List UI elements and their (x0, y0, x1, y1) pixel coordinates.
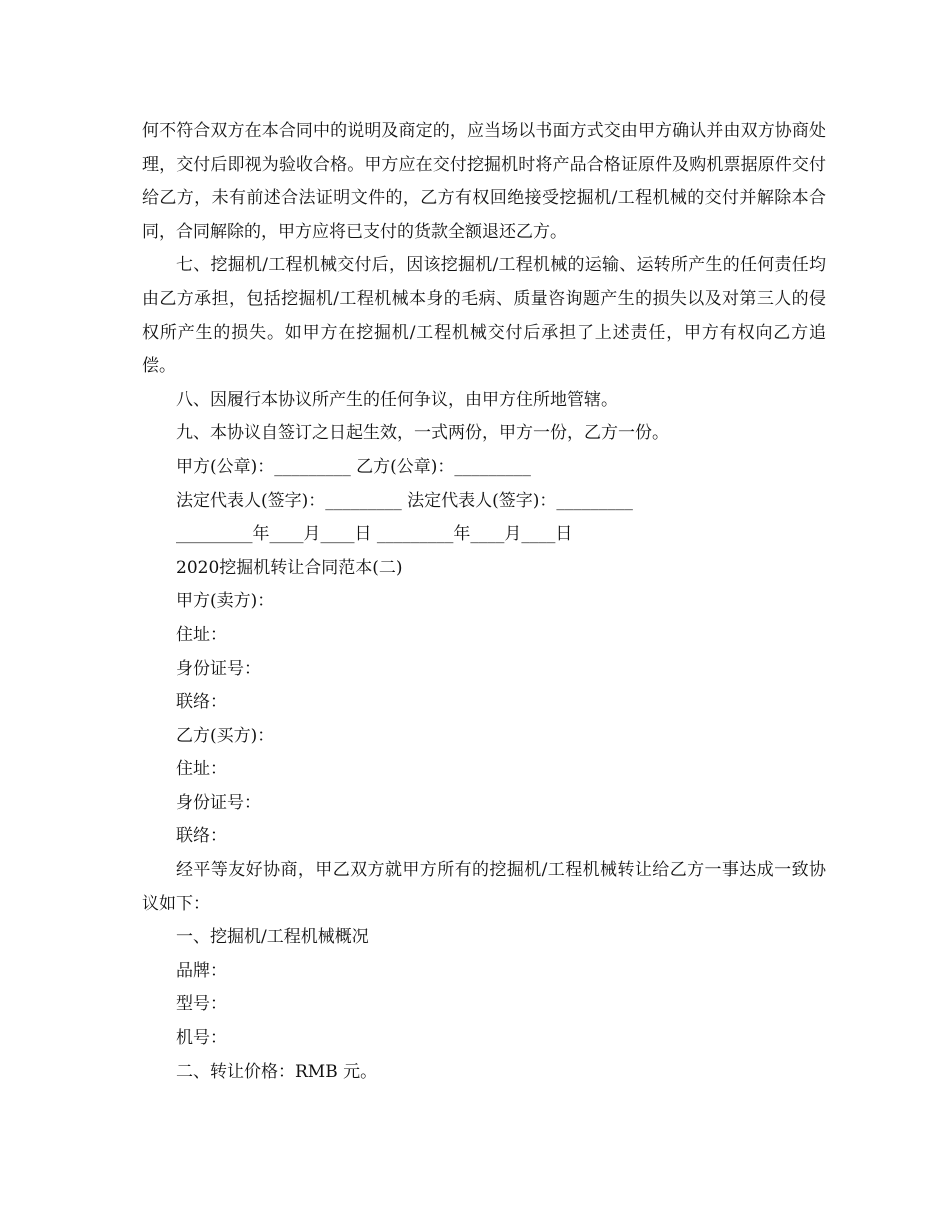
paragraph-clause-9: 九、本协议自签订之日起生效，一式两份，甲方一份，乙方一份。 (176, 423, 669, 444)
party-b-label: 乙方(买方)： (176, 725, 275, 746)
party-b-address: 住址： (176, 759, 227, 780)
paragraph-clause-8: 八、因履行本协议所产生的任何争议，由甲方住所地管辖。 (176, 389, 618, 410)
machine-brand: 品牌： (176, 960, 227, 981)
signature-date-line: _________年____月____日 _________年____月____日 (176, 524, 573, 545)
party-b-id-number: 身份证号： (176, 792, 261, 813)
paragraph-clause-7: 七、挖掘机/工程机械交付后，因该挖掘机/工程机械的运输、运转所产生的任何责任均由乙方承担，包括挖掘机/工程机械本身的毛病、质量咨询题产生的损失以及对第三人的侵权所产生的损失。如甲方在挖掘机/工程机械交付后承担了上述责任，甲方有权向乙方追偿。 (142, 255, 826, 377)
signature-seal-line: 甲方(公章)：_________ 乙方(公章)：_________ (176, 456, 531, 477)
party-b-contact: 联络： (176, 826, 227, 847)
section-machine-overview: 一、挖掘机/工程机械概况 (176, 927, 369, 948)
party-a-label: 甲方(卖方)： (176, 591, 275, 612)
machine-number: 机号： (176, 1028, 227, 1049)
section-transfer-price: 二、转让价格：RMB 元。 (176, 1061, 378, 1082)
second-contract-title: 2020挖掘机转让合同范本(二) (176, 557, 403, 578)
paragraph-acceptance-continued: 何不符合双方在本合同中的说明及商定的，应当场以书面方式交由甲方确认并由双方协商处理，交付后即视为验收合格。甲方应在交付挖掘机时将产品合格证原件及购机票据原件交付给乙方，未有前述合法证明文件的，乙方有权回绝接受挖掘机/工程机械的交付并解除本合同，合同解除的，甲方应将已支付的货款全额退还乙方。 (142, 121, 826, 242)
party-a-id-number: 身份证号： (176, 658, 261, 679)
document-body (142, 115, 826, 1089)
paragraph-agreement-intro: 经平等友好协商，甲乙双方就甲方所有的挖掘机/工程机械转让给乙方一事达成一致协议如下： (142, 860, 826, 914)
party-a-address: 住址： (176, 624, 227, 645)
machine-model: 型号： (176, 994, 227, 1015)
party-a-contact: 联络： (176, 692, 227, 713)
signature-representative-line: 法定代表人(签字)：_________ 法定代表人(签字)：_________ (176, 490, 633, 511)
